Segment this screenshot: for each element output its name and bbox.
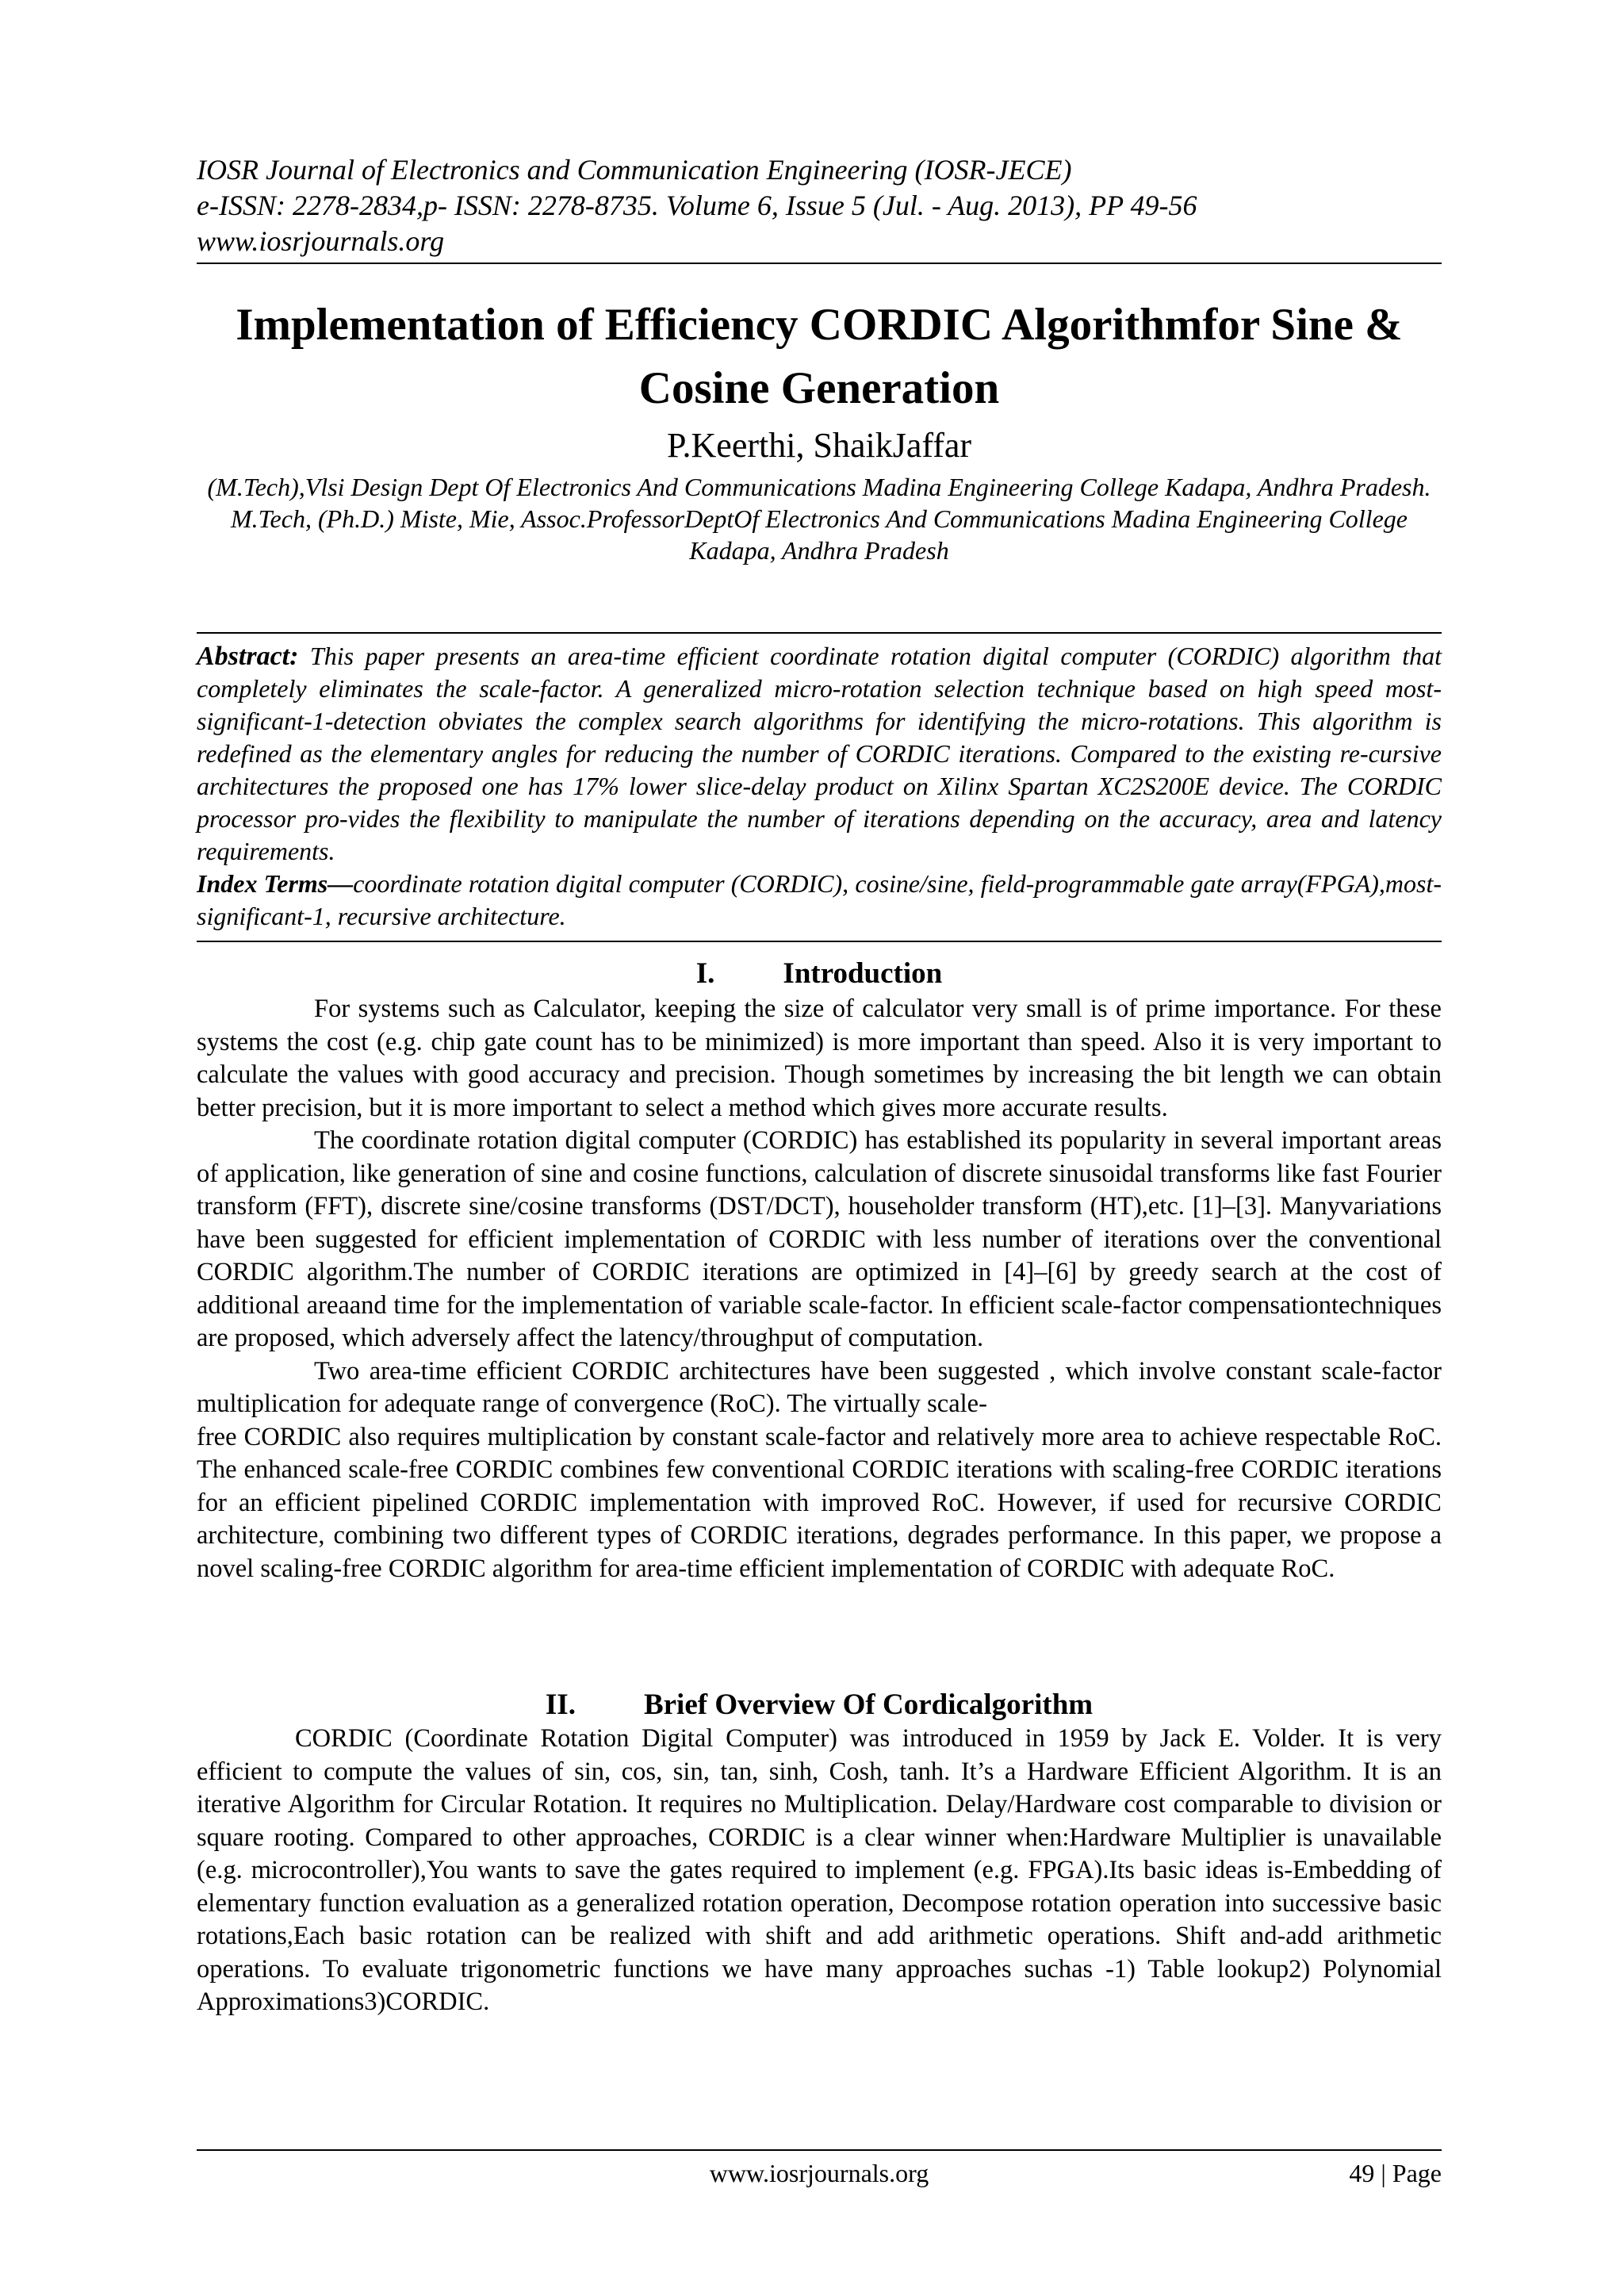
affiliation-2: M.Tech, (Ph.D.) Miste, Mie, Assoc.ProfessorDeptOf Electronics And Communications Madina Engineering College Kadapa, Andhra Pradesh xyxy=(231,504,1408,565)
section-1-paragraph-2: The coordinate rotation digital computer (CORDIC) has established its popularity in several important areas of application, like generation of sine and cosine functions, calculation of discrete sinusoidal transforms like fast Fourier transform (FFT), discrete sine/cosine transforms (DST/DCT), householder transform (HT),etc. [1]–[3]. Manyvariations have been suggested for efficient implementation of CORDIC with less number of iterations over the conventional CORDIC algorithm.The number of CORDIC iterations are optimized in [4]–[6] by greedy search at the cost of additional areaand time for the implementation of variable scale-factor. In efficient scale-factor compensationtechniques are proposed, which adversely affect the latency/throughput of computation. xyxy=(197,1126,1442,1352)
paper-title: Implementation of Efficiency CORDIC Algorithmfor Sine & Cosine Generation xyxy=(236,300,1403,413)
journal-issn: e-ISSN: 2278-2834,p- ISSN: 2278-8735. Volume 6, Issue 5 (Jul. - Aug. 2013), PP 49-56 xyxy=(197,190,1197,221)
footer-page-number: 49 | Page xyxy=(1349,2159,1442,2187)
journal-name: IOSR Journal of Electronics and Communication Engineering (IOSR-JECE) xyxy=(197,154,1072,186)
section-2-heading xyxy=(197,1688,1442,1723)
section-1-number: I. xyxy=(695,957,715,990)
section-1-paragraph-3: Two area-time efficient CORDIC architectures have been suggested , which involve constant scale-factor multiplication for adequate range of convergence (RoC). The virtually scale- xyxy=(197,1356,1442,1418)
index-terms-text: coordinate rotation digital computer (CORDIC), cosine/sine, field-programmable gate array(FPGA),most-significant-1, recursive architecture. xyxy=(197,869,1442,930)
section-1-paragraph-4: free CORDIC also requires multiplication by constant scale-factor and relatively more area to achieve respectable RoC. The enhanced scale-free CORDIC combines few conventional CORDIC iterations with scaling-free CORDIC iterations for an efficient pipelined CORDIC implementation with improved RoC. However, if used for recursive CORDIC architecture, combining two different types of CORDIC iterations, degrades performance. In this paper, we propose a novel scaling-free CORDIC algorithm for area-time efficient implementation of CORDIC with adequate RoC. xyxy=(197,1422,1442,1583)
abstract-label: Abstract: xyxy=(197,642,299,671)
section-2-number: II. xyxy=(545,1688,576,1721)
section-2-body xyxy=(197,1723,1442,2019)
section-1-heading xyxy=(197,956,1442,991)
abstract-paragraph xyxy=(197,640,1442,868)
index-terms-paragraph xyxy=(197,868,1442,933)
section-2-title: Brief Overview Of Cordicalgorithm xyxy=(643,1688,1094,1721)
affiliation-1: (M.Tech),Vlsi Design Dept Of Electronics And Communications Madina Engineering College Kadapa, Andhra Pradesh. xyxy=(207,473,1431,501)
section-1-paragraph-1: For systems such as Calculator, keeping the size of calculator very small is of prime importance. For these systems the cost (e.g. chip gate count has to be minimized) is more important than speed. Also it is very important to calculate the values with good accuracy and precision. Though sometimes by increasing the bit length we can obtain better precision, but it is more important to select a method which gives more accurate results. xyxy=(197,995,1442,1122)
journal-website: www.iosrjournals.org xyxy=(197,225,445,257)
index-terms-label: Index Terms— xyxy=(197,869,354,898)
section-2-paragraph-1: CORDIC (Coordinate Rotation Digital Computer) was introduced in 1959 by Jack E. Volder. It is very efficient to compute the values of sin, cos, sin, tan, sinh, Cosh, tanh. It’s a Hardware Efficient Algorithm. It is an iterative Algorithm for Circular Rotation. It requires no Multiplication. Delay/Hardware cost comparable to division or square rooting. Compared to other approaches, CORDIC is a clear winner when:Hardware Multiplier is unavailable (e.g. microcontroller),You wants to save the gates required to implement (e.g. FPGA).Its basic ideas is-Embedding of elementary function evaluation as a generalized rotation operation, Decompose rotation operation into successive basic rotations,Each basic rotation can be realized with shift and add arithmetic operations. Shift and-add arithmetic operations. To evaluate trigonometric functions we have many approaches suchas -1) Table lookup2) Polynomial Approximations3)CORDIC. xyxy=(197,1724,1442,2016)
footer-divider xyxy=(197,2149,1442,2151)
footer-website: www.iosrjournals.org xyxy=(709,2159,929,2187)
abstract-block xyxy=(197,632,1442,942)
paper-authors: P.Keerthi, ShaikJaffar xyxy=(666,426,972,465)
section-1-title: Introduction xyxy=(783,957,943,990)
abstract-text: This paper presents an area-time efficient coordinate rotation digital computer (CORDIC) algorithm that completely eliminates the scale-factor. A generalized micro-rotation selection technique based on high speed most-significant-1-detection obviates the complex search algorithms for identifying the micro-rotations. This algorithm is redefined as the elementary angles for reducing the number of CORDIC iterations. Compared to the existing re-cursive architectures the proposed one has 17% lower slice-delay product on Xilinx Spartan XC2S200E device. The CORDIC processor pro-vides the flexibility to manipulate the number of iterations depending on the accuracy, area and latency requirements. xyxy=(197,642,1442,865)
author-affiliations xyxy=(197,471,1442,566)
journal-header xyxy=(197,152,1442,264)
section-1-body xyxy=(197,993,1442,1585)
